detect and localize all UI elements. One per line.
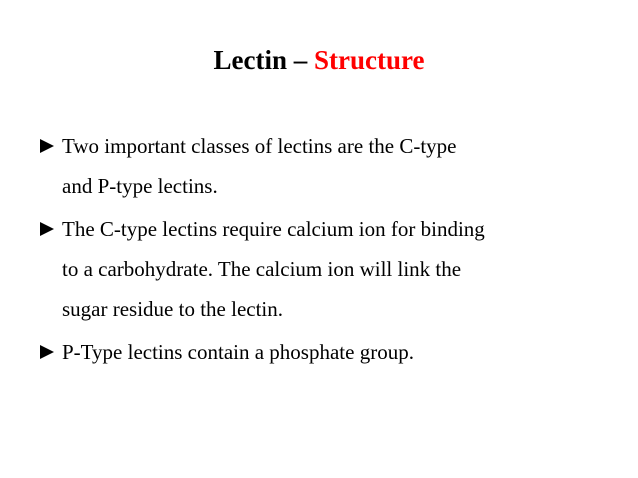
bullet-line: to a carbohydrate. The calcium ion will link the [62, 257, 462, 281]
title-accent: Structure [314, 45, 425, 75]
arrowhead-bullet-icon [40, 139, 54, 153]
arrowhead-bullet-icon [40, 222, 54, 236]
bullet-line: Two important classes of lectins are the C-type [62, 134, 457, 158]
title-main: Lectin – [213, 45, 314, 75]
bullet-item [40, 126, 620, 206]
bullet-line: and P-type lectins. [62, 174, 218, 198]
bullet-line: P-Type lectins contain a phosphate group. [62, 340, 414, 364]
bullet-item [40, 332, 620, 372]
bullet-item [40, 209, 620, 329]
bullet-list [40, 126, 620, 375]
slide-title [0, 42, 638, 78]
bullet-line: The C-type lectins require calcium ion for binding [62, 217, 485, 241]
bullet-line: sugar residue to the lectin. [62, 297, 284, 321]
arrowhead-bullet-icon [40, 345, 54, 359]
